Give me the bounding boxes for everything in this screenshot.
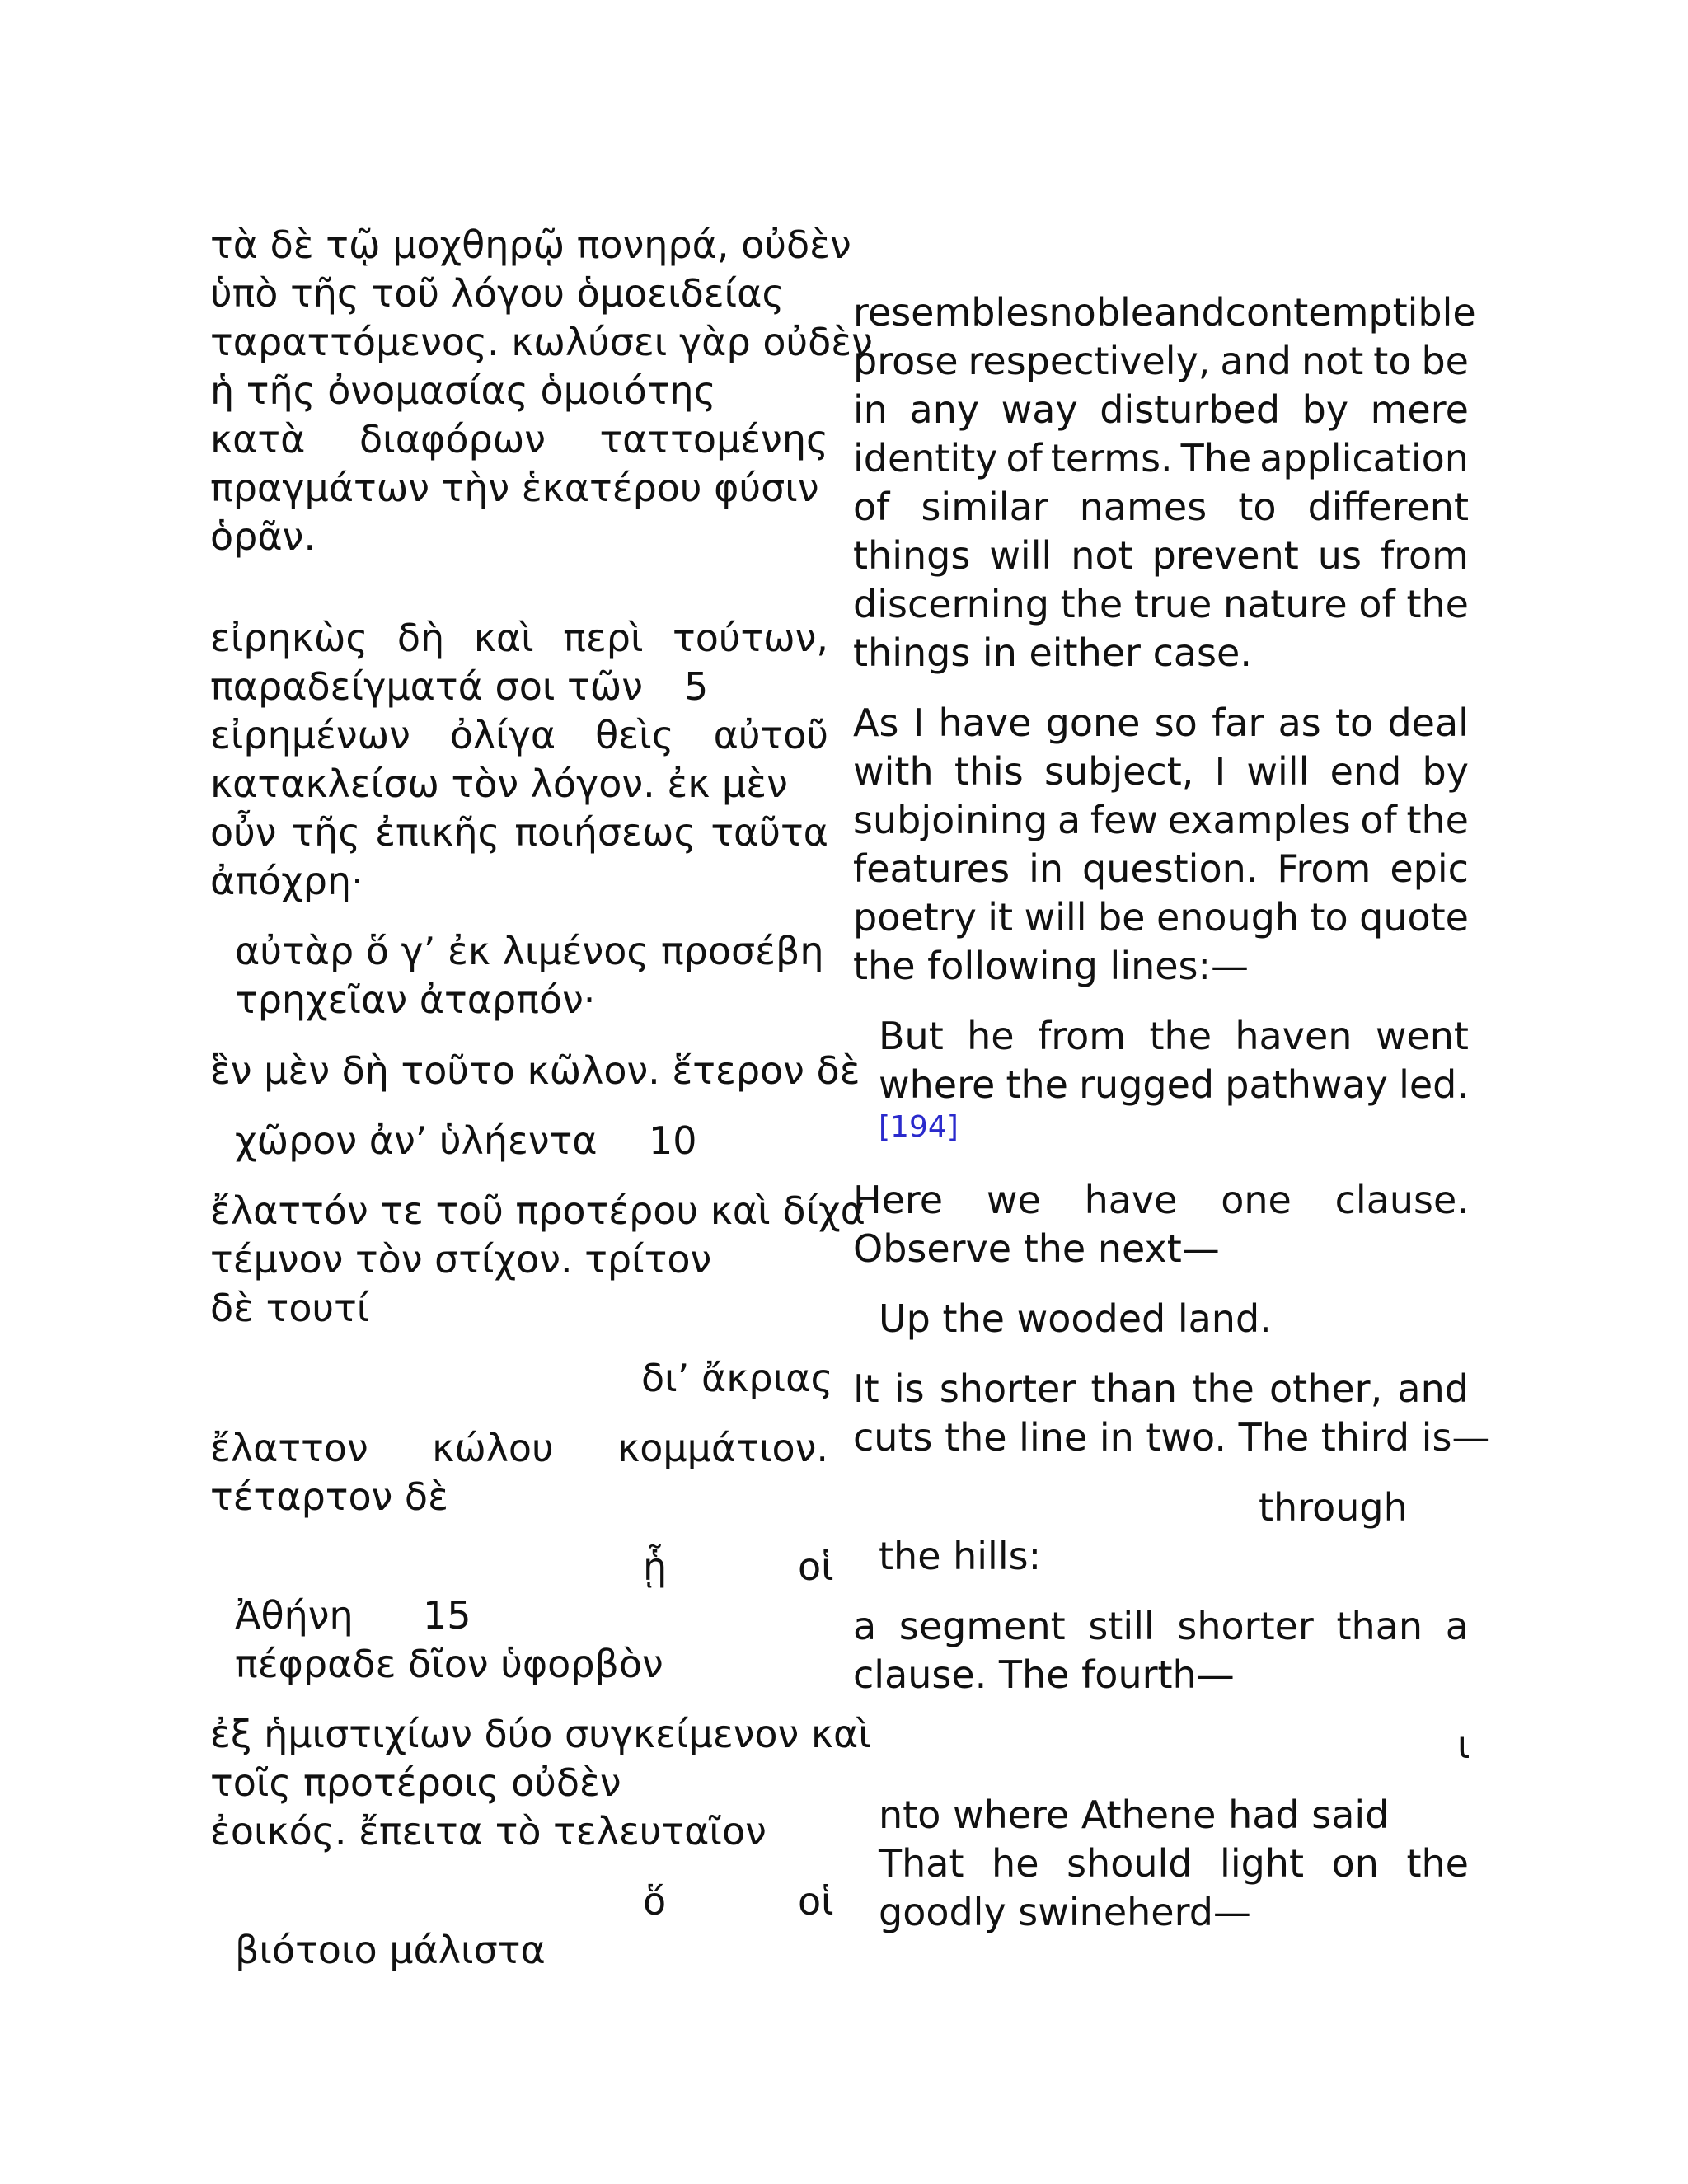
word: so [1154, 701, 1198, 745]
english-line: clause. The fourth— [853, 1652, 1235, 1697]
word: ποιήσεως [514, 810, 696, 855]
greek-verse: πέφραδε δῖον ὑφορβὸν [235, 1642, 663, 1686]
word: καὶ [473, 616, 534, 660]
word: he [992, 1841, 1039, 1886]
word: in [853, 387, 888, 432]
greek-line: ἐξ ἡμιστιχίων δύο συγκείμενον καὶ [210, 1712, 871, 1756]
word: It [853, 1366, 879, 1411]
greek-line: ὑπὸ τῆς τοῦ λόγου ὁμοειδείας [210, 271, 785, 316]
word: by [1422, 749, 1469, 794]
english-line [853, 386, 1469, 434]
english-line [853, 748, 1469, 796]
word: and [1154, 290, 1226, 335]
english-line [853, 483, 1469, 532]
word: διαφόρων [359, 417, 546, 462]
word: not [1301, 339, 1364, 383]
english-line [853, 532, 1469, 580]
word: of [1006, 436, 1043, 480]
word: περὶ [563, 616, 644, 660]
word: ἐπικῆς [375, 810, 500, 855]
word: εἰρημένων [210, 713, 410, 757]
english-line [853, 434, 1469, 483]
word: ταῦτα [710, 810, 828, 855]
word: of [853, 485, 890, 529]
word: the [1406, 582, 1469, 626]
word: resembles [853, 290, 1049, 335]
greek-verse-word: οἱ [798, 1879, 834, 1924]
word: respectively, [968, 339, 1211, 383]
english-line: cuts the line in two. The third is— [853, 1415, 1490, 1460]
word: That [879, 1841, 964, 1886]
greek-line: τὰ δὲ τῷ μοχθηρῷ πονηρά, οὐδὲν [210, 223, 851, 267]
word: should [1067, 1841, 1193, 1886]
word: way [1001, 387, 1078, 432]
word: Here [853, 1178, 944, 1222]
word: examples [1167, 798, 1351, 842]
line-number: 15 [423, 1593, 471, 1638]
word: mere [1370, 387, 1469, 432]
greek-line: παραδείγματά σοι τῶν [210, 664, 643, 709]
word: still [1088, 1604, 1155, 1648]
word: κομμάτιον. [617, 1426, 828, 1470]
word: αὐτοῦ [713, 713, 828, 757]
word: be [1421, 339, 1469, 383]
word: gone [1045, 701, 1141, 745]
word: the [1192, 1366, 1254, 1411]
word: and [1397, 1366, 1469, 1411]
word: a [853, 1604, 877, 1648]
word: τῆς [291, 810, 361, 855]
word: of [1360, 798, 1397, 842]
word: end [1329, 749, 1402, 794]
greek-verse-word: οἱ [798, 1544, 834, 1589]
word: shorter [939, 1366, 1076, 1411]
word: of [1358, 582, 1395, 626]
word: epic [1390, 846, 1469, 891]
word: shorter [1177, 1604, 1314, 1648]
word: from [1038, 1014, 1127, 1058]
word: few [1090, 798, 1159, 842]
english-verse: Up the wooded land. [879, 1296, 1272, 1341]
word: any [909, 387, 980, 432]
word: κατὰ [210, 417, 306, 462]
english-verse: through [1259, 1485, 1408, 1530]
word: segment [898, 1604, 1066, 1648]
word: things [853, 533, 971, 578]
english-verse [879, 1061, 1469, 1109]
word: question. [1082, 846, 1259, 891]
greek-line: τοῖς προτέροις οὐδὲν [210, 1760, 621, 1805]
english-line [853, 580, 1469, 629]
word: discerning [853, 582, 1049, 626]
word: εἰρηκὼς [210, 616, 368, 660]
greek-line: ἐοικός. ἔπειτα τὸ τελευταῖον [210, 1809, 767, 1854]
greek-line [210, 614, 828, 663]
word: to [1335, 701, 1374, 745]
word: we [986, 1178, 1041, 1222]
english-verse-fragment: ι [1457, 1722, 1470, 1767]
line-number: 5 [684, 664, 709, 709]
word: θεὶς [595, 713, 674, 757]
word: to [1238, 485, 1277, 529]
word: deal [1387, 701, 1469, 745]
word: from [1380, 533, 1469, 578]
word: names [1079, 485, 1207, 529]
word: than [1336, 1604, 1423, 1648]
word: the [1006, 1062, 1068, 1107]
word: the [1406, 798, 1469, 842]
word: as [1278, 701, 1321, 745]
greek-line: ἡ τῆς ὀνομασίας ὁμοιότης [210, 368, 716, 413]
word: clause. [1334, 1178, 1469, 1222]
line-number: 10 [649, 1118, 697, 1163]
word: From [1277, 846, 1372, 891]
word: is [893, 1366, 925, 1411]
word: I [912, 701, 925, 745]
word: will [1246, 749, 1310, 794]
word: with [853, 749, 934, 794]
english-verse [879, 1840, 1469, 1888]
english-line [853, 1176, 1469, 1225]
greek-line: πραγμάτων τὴν ἑκατέρου φύσιν [210, 466, 819, 510]
word: than [1090, 1366, 1178, 1411]
english-verse: nto where Athene had said [879, 1793, 1390, 1837]
word: the [1406, 1841, 1469, 1886]
english-line: things in either case. [853, 630, 1252, 675]
greek-verse: χῶρον ἀν’ ὑλήεντα [235, 1118, 598, 1163]
word: contemptible [1225, 290, 1476, 335]
greek-line [210, 1424, 828, 1473]
greek-line: ταραττόμενος. κωλύσει γὰρ οὐδὲν [210, 320, 873, 364]
greek-line: ὁρᾶν. [210, 514, 316, 559]
word: where [879, 1062, 996, 1107]
greek-verse: Ἀθήνη [235, 1593, 354, 1638]
word: went [1375, 1014, 1469, 1058]
word: ταττομένης [599, 417, 828, 462]
word: different [1307, 485, 1469, 529]
word: a [1445, 1604, 1469, 1648]
word: he [967, 1014, 1015, 1058]
word: the [1149, 1014, 1212, 1058]
english-line: Observe the next— [853, 1226, 1220, 1271]
word: us [1317, 533, 1362, 578]
english-line [853, 337, 1469, 386]
word: have [1084, 1178, 1178, 1222]
word: ὀλίγα [449, 713, 556, 757]
word: by [1301, 387, 1349, 432]
english-line [853, 1365, 1469, 1413]
word: this [954, 749, 1024, 794]
greek-line [210, 415, 828, 464]
english-verse [879, 1012, 1469, 1061]
word: But [879, 1014, 944, 1058]
greek-verse-word: ᾗ [643, 1544, 668, 1589]
word: As [853, 701, 899, 745]
word: will [1024, 895, 1087, 940]
word: true [1133, 582, 1212, 626]
word: δὴ [396, 616, 445, 660]
word: noble [1048, 290, 1155, 335]
word: a [1057, 798, 1081, 842]
english-line [853, 893, 1469, 942]
word: similar [921, 485, 1048, 529]
word: features [853, 846, 1010, 891]
word: pathway [1225, 1062, 1388, 1107]
word: it [987, 895, 1014, 940]
greek-verse: βιότοιο μάλιστα [235, 1928, 546, 1972]
greek-verse: αὐτὰρ ὅ γ’ ἐκ λιμένος προσέβη [235, 929, 824, 973]
word: κώλου [432, 1426, 554, 1470]
word: enough [1156, 895, 1300, 940]
word: to [1373, 339, 1412, 383]
greek-verse: δι’ ἄκριας [641, 1356, 833, 1400]
english-line [853, 699, 1469, 748]
word: have [938, 701, 1032, 745]
word: subject, [1044, 749, 1194, 794]
word: be [1097, 895, 1146, 940]
greek-line [210, 711, 828, 760]
word: far [1212, 701, 1264, 745]
word: identity [853, 436, 998, 480]
word: I [1214, 749, 1226, 794]
word: prevent [1151, 533, 1299, 578]
word: not [1071, 533, 1133, 578]
word: application [1259, 436, 1469, 480]
word: other, [1269, 1366, 1383, 1411]
english-verse: goodly swineherd— [879, 1890, 1251, 1934]
english-line [853, 288, 1476, 337]
greek-line: ἔλαττόν τε τοῦ προτέρου καὶ δίχα [210, 1188, 865, 1233]
english-verse: the hills: [879, 1534, 1042, 1578]
word: the [1060, 582, 1123, 626]
word: terms. [1050, 436, 1173, 480]
greek-verse-word: ὅ [643, 1879, 667, 1924]
greek-verse: τρηχεῖαν ἀταρπόν· [235, 977, 596, 1022]
word: τούτων, [673, 616, 828, 660]
greek-line: τέμνον τὸν στίχον. τρίτον [210, 1237, 712, 1282]
word: quote [1359, 895, 1469, 940]
footnote-link[interactable]: [194] [879, 1110, 959, 1144]
word: haven [1235, 1014, 1353, 1058]
word: and [1220, 339, 1292, 383]
word: ἔλαττον [210, 1426, 368, 1470]
word: subjoining [853, 798, 1048, 842]
word: one [1221, 1178, 1292, 1222]
word: will [989, 533, 1053, 578]
word: The [1180, 436, 1252, 480]
word: led. [1399, 1062, 1469, 1107]
word: prose [853, 339, 959, 383]
english-line [853, 796, 1469, 845]
word: rugged [1079, 1062, 1215, 1107]
english-line [853, 845, 1469, 893]
english-line: the following lines:— [853, 944, 1250, 988]
greek-line: δὲ τουτί [210, 1286, 370, 1330]
word: in [1029, 846, 1063, 891]
word: poetry [853, 895, 977, 940]
greek-line: τέταρτον δὲ [210, 1474, 448, 1519]
greek-line: ἓν μὲν δὴ τοῦτο κῶλον. ἕτερον δὲ [210, 1048, 860, 1093]
greek-line: κατακλείσω τὸν λόγον. ἐκ μὲν [210, 762, 788, 806]
word: on [1331, 1841, 1379, 1886]
english-line [853, 1602, 1469, 1651]
greek-line: ἀπόχρη· [210, 859, 363, 903]
word: οὖν [210, 810, 277, 855]
word: nature [1222, 582, 1348, 626]
word: to [1310, 895, 1348, 940]
word: light [1220, 1841, 1304, 1886]
greek-line [210, 808, 828, 857]
word: disturbed [1100, 387, 1281, 432]
